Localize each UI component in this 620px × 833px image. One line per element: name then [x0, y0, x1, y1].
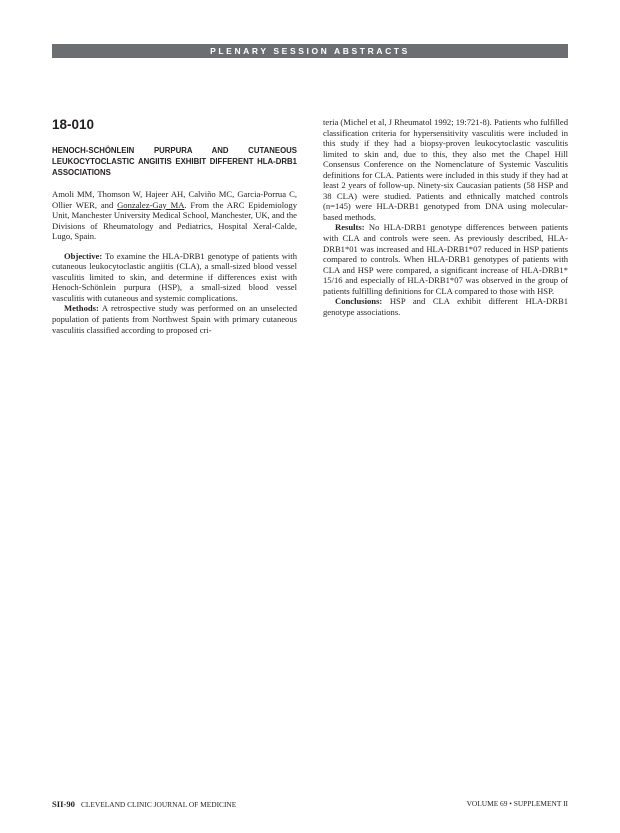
authors-text: Amoli MM, Thomson W, Hajeer AH, Calviño MC, Garcia-Porrua C, Ollier WER, and: [52, 189, 297, 210]
page-number: SII-90: [52, 799, 75, 809]
results-paragraph: [323, 222, 568, 296]
right-column: [323, 117, 568, 317]
results-heading: Results:: [335, 222, 365, 233]
methods-text: A retrospective study was performed on an unselected population of patients from Northwest Spain with primary cutaneous vasculitis classified according to proposed cri-: [52, 303, 297, 335]
methods-heading: Methods:: [64, 303, 99, 314]
abstract-number: 18-010: [52, 117, 95, 132]
methods-continued: teria (Michel et al, J Rheumatol 1992; 19:721-8). Patients who fulfilled classification criteria for hypersensitivity vasculitis were included in this study if they had a biopsy-proven leukocytoclastic vasculitis limited to skin and, due to this, they also met the Chapel Hill Consensus Conference on the Nomenclature of Systemic Vasculitis definitions for CLA. Patients were included in this study if they had at least 2 years of follow-up. Ninety-six Caucasian patients (58 HSP and 38 CLA) were studied. Patients and ethnically matched controls (n=145) were HLA-DRB1 genotyped from DNA using molecular-based methods.: [323, 117, 568, 222]
journal-name: CLEVELAND CLINIC JOURNAL OF MEDICINE: [80, 800, 237, 809]
presenting-author: Gonzalez-Gay MA: [117, 199, 185, 210]
methods-paragraph: [52, 303, 297, 335]
objective-text: To examine the HLA-DRB1 genotype of patients with cutaneous leukocytoclastic angiitis (CLA), a small-sized blood vessel vasculitis limited to skin, and determine if differences exist with Henoch-Schönlein purpura (HSP), a small-sized blood vessel vasculitis with cutaneous and systemic complications.: [52, 250, 297, 303]
conclusions-text: HSP and CLA exhibit different HLA-DRB1 genotype associations.: [323, 296, 568, 317]
conclusions-paragraph: [323, 296, 568, 317]
affiliation-text: . From the ARC Epidemiology Unit, Manchester University Medical School, Manchester, UK, and the Divisions of Rheumatology and Pediatrics, Hospital Xeral-Calde, Lugo, Spain.: [52, 199, 297, 242]
section-header-bar: PLENARY SESSION ABSTRACTS: [52, 44, 568, 58]
objective-heading: Objective:: [64, 250, 103, 261]
conclusions-heading: Conclusions:: [335, 296, 383, 307]
footer-left: [52, 799, 236, 810]
author-affiliations: [52, 189, 297, 242]
left-column: [52, 117, 297, 335]
results-text: No HLA-DRB1 genotype differences between patients with CLA and controls were seen. As previously described, HLA-DRB1*01 was increased and HLA-DRB1*07 reduced in HSP patients compared to controls. When HLA-DRB1 genotypes of patients with CLA and HSP were compared, a significant increase of HLA-DRB1* 15/16 and especially of HLA-DRB1*07 was observed in the group of patients fulfilling definitions for CLA compared to those with HSP.: [323, 222, 568, 296]
footer-volume: VOLUME 69 • SUPPLEMENT II: [466, 799, 568, 808]
abstract-title: HENOCH-SCHÖNLEIN PURPURA AND CUTANEOUS LEUKOCYTOCLASTIC ANGIITIS EXHIBIT DIFFERENT HLA-DRB1 ASSOCIATIONS: [52, 146, 297, 177]
objective-paragraph: [52, 251, 297, 304]
